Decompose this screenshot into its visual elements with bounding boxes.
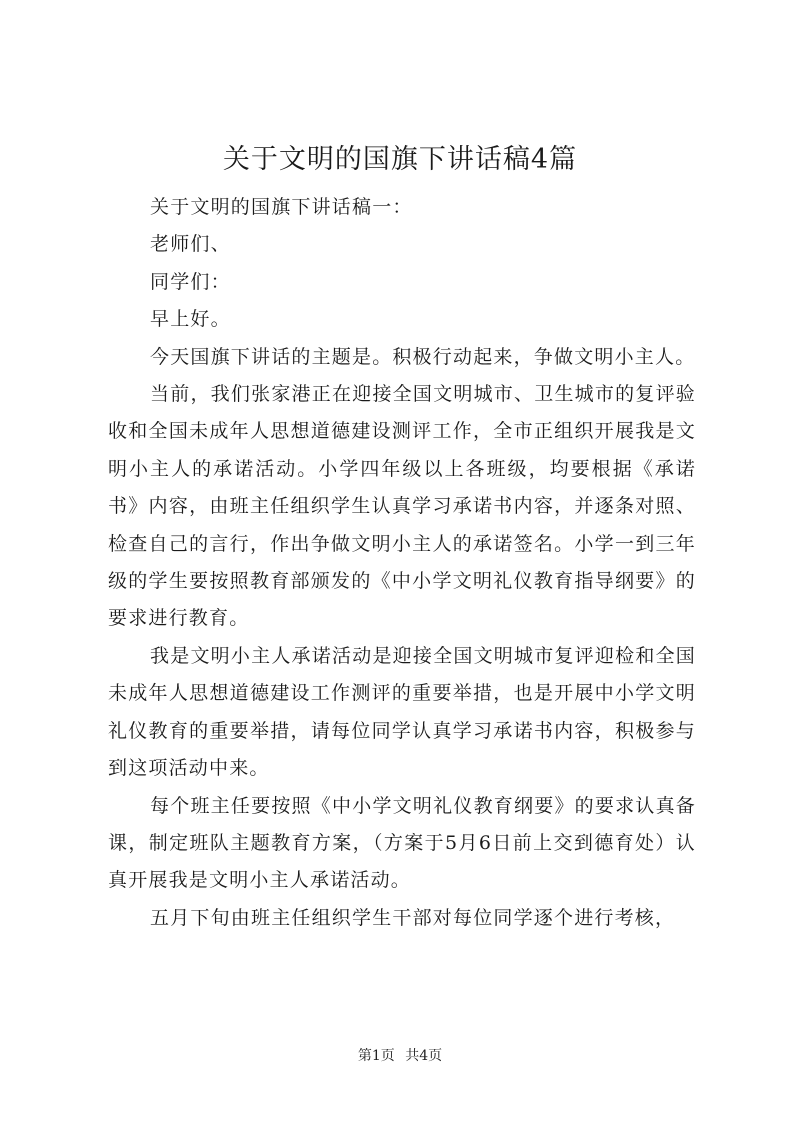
- paragraph: 我是文明小主人承诺活动是迎接全国文明城市复评迎检和全国未成年人思想道德建设工作测评的重要举措，也是开展中小学文明礼仪教育的重要举措，请每位同学认真学习承诺书内容，积极参与到这项活动中来。: [108, 644, 696, 780]
- paragraph: 关于文明的国旗下讲话稿一：: [150, 196, 413, 218]
- document-body: [108, 189, 696, 937]
- paragraph: 今天国旗下讲话的主题是。积极行动起来，争做文明小主人。: [150, 345, 696, 368]
- page-footer: [0, 1046, 800, 1066]
- page-total: 共4页: [405, 1048, 443, 1064]
- paragraph: 早上好。: [150, 308, 231, 331]
- document-title: 关于文明的国旗下讲话稿4篇: [222, 144, 578, 175]
- paragraph: 老师们、: [150, 233, 231, 256]
- paragraph: 五月下旬由班主任组织学生干部对每位同学逐个进行考核，: [150, 906, 676, 929]
- page-number: 第1页: [357, 1048, 395, 1064]
- paragraph: 每个班主任要按照《中小学文明礼仪教育纲要》的要求认真备课，制定班队主题教育方案，（方案于5月6日前上交到德育处）认真开展我是文明小主人承诺活动。: [108, 794, 696, 892]
- paragraph: 当前，我们张家港正在迎接全国文明城市、卫生城市的复评验收和全国未成年人思想道德建设测评工作，全市正组织开展我是文明小主人的承诺活动。小学四年级以上各班级，均要根据《承诺书》内容，由班主任组织学生认真学习承诺书内容，并逐条对照、检查自己的言行，作出争做文明小主人的承诺签名。小学一到三年级的学生要按照教育部颁发的《中小学文明礼仪教育指导纲要》的要求进行教育。: [108, 383, 696, 630]
- paragraph: 同学们：: [150, 270, 231, 293]
